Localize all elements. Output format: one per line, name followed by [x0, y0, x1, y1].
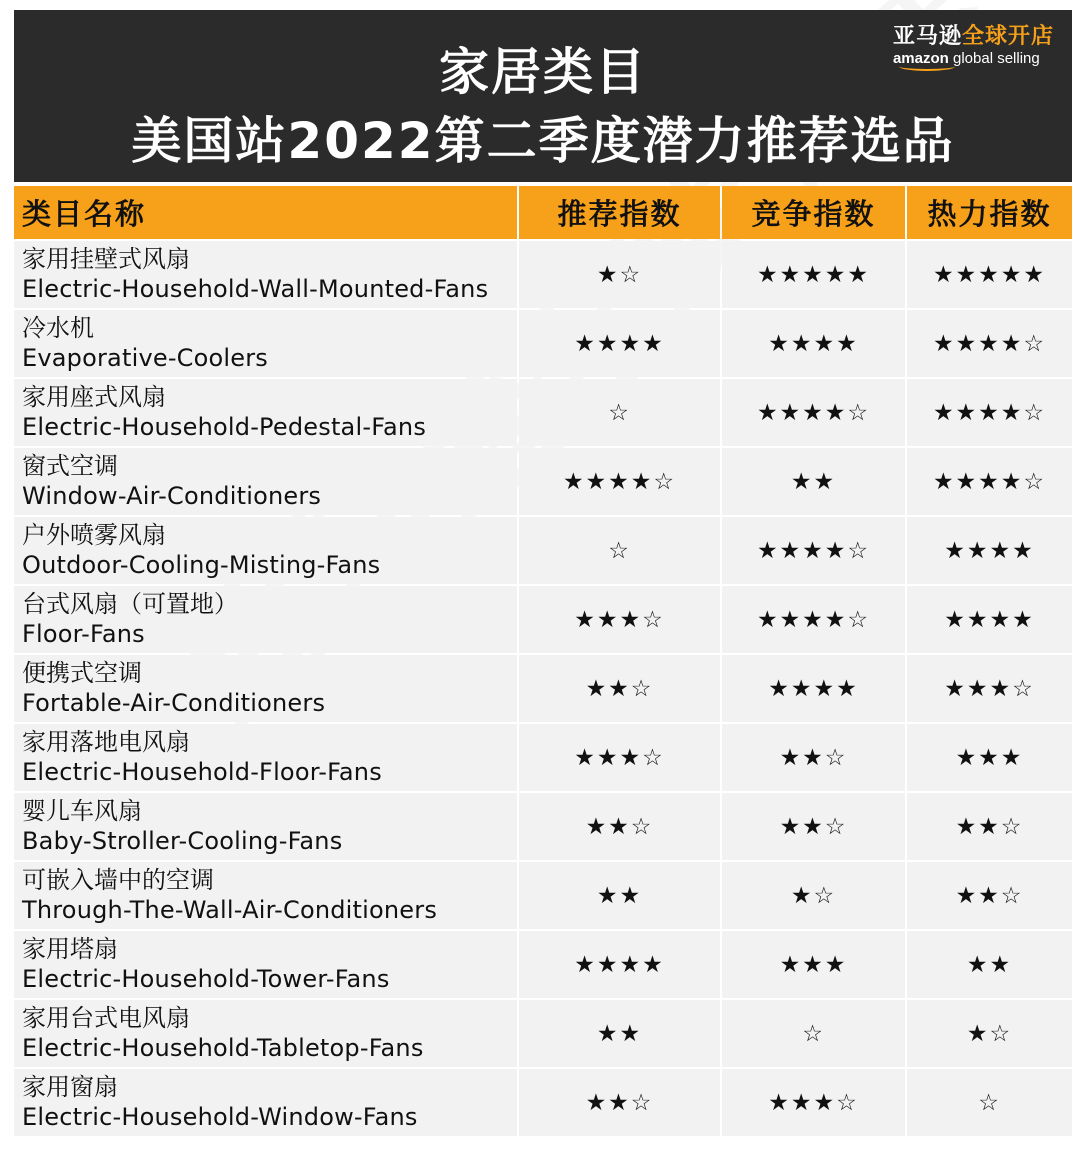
- table-row: [14, 241, 1072, 308]
- table-row: [14, 1000, 1072, 1067]
- category-en-name: Floor-Fans: [22, 620, 145, 648]
- category-cell: [14, 310, 517, 377]
- table-row: [14, 655, 1072, 722]
- table-row: [14, 586, 1072, 653]
- category-cn-name: 便携式空调: [22, 659, 142, 687]
- category-cn-name: 家用台式电风扇: [22, 1004, 190, 1032]
- category-cell: [14, 931, 517, 998]
- table-row: [14, 793, 1072, 860]
- header-recommend-index: 推荐指数: [519, 186, 720, 239]
- recommend-stars: ★★: [519, 1000, 720, 1067]
- category-cell: [14, 724, 517, 791]
- category-cn-name: 家用座式风扇: [22, 383, 166, 411]
- logo-cn-white: 亚马逊: [892, 24, 962, 49]
- category-cell: [14, 793, 517, 860]
- competition-stars: ★★★★☆: [722, 379, 905, 446]
- heat-stars: ★★★☆: [907, 655, 1072, 722]
- category-en-name: Electric-Household-Floor-Fans: [22, 758, 382, 786]
- heat-stars: ★★★★☆: [907, 310, 1072, 377]
- competition-stars: ★★☆: [722, 793, 905, 860]
- table-row: [14, 724, 1072, 791]
- table-row: [14, 862, 1072, 929]
- recommend-stars: ★★: [519, 862, 720, 929]
- recommend-stars: ★★☆: [519, 1069, 720, 1136]
- table-row: [14, 448, 1072, 515]
- competition-stars: ★☆: [722, 862, 905, 929]
- category-cn-name: 家用落地电风扇: [22, 728, 190, 756]
- category-cell: [14, 517, 517, 584]
- competition-stars: ★★★☆: [722, 1069, 905, 1136]
- table-row: [14, 517, 1072, 584]
- category-cn-name: 家用塔扇: [22, 935, 118, 963]
- recommend-stars: ★★★☆: [519, 724, 720, 791]
- recommend-stars: ★★★☆: [519, 586, 720, 653]
- logo-en-rest: global selling: [948, 50, 1040, 67]
- category-cell: [14, 379, 517, 446]
- heat-stars: ★★☆: [907, 793, 1072, 860]
- category-cn-name: 窗式空调: [22, 452, 118, 480]
- recommend-stars: ☆: [519, 379, 720, 446]
- category-en-name: Baby-Stroller-Cooling-Fans: [22, 827, 343, 855]
- category-en-name: Electric-Household-Wall-Mounted-Fans: [22, 275, 489, 303]
- header-heat-index: 热力指数: [907, 186, 1072, 239]
- recommend-stars: ☆: [519, 517, 720, 584]
- category-cn-name: 家用窗扇: [22, 1073, 118, 1101]
- competition-stars: ★★★: [722, 931, 905, 998]
- competition-stars: ★★★★☆: [722, 517, 905, 584]
- category-cn-name: 可嵌入墙中的空调: [22, 866, 214, 894]
- category-cn-name: 家用挂壁式风扇: [22, 245, 190, 273]
- logo-en-text: [893, 50, 1054, 68]
- heat-stars: ★★★★☆: [907, 379, 1072, 446]
- competition-stars: ★★★★: [722, 655, 905, 722]
- category-en-name: Through-The-Wall-Air-Conditioners: [22, 896, 438, 924]
- recommend-stars: ★★★★☆: [519, 448, 720, 515]
- category-en-name: Evaporative-Coolers: [22, 344, 269, 372]
- table-row: [14, 1069, 1072, 1136]
- category-cell: [14, 241, 517, 308]
- category-cn-name: 婴儿车风扇: [22, 797, 142, 825]
- heat-stars: ★★☆: [907, 862, 1072, 929]
- heat-stars: ★★★★★: [907, 241, 1072, 308]
- recommend-stars: ★☆: [519, 241, 720, 308]
- page-subtitle: 美国站2022第二季度潜力推荐选品: [131, 112, 955, 170]
- heat-stars: ★★★★: [907, 517, 1072, 584]
- heat-stars: ★★★: [907, 724, 1072, 791]
- competition-stars: ★★: [722, 448, 905, 515]
- category-cell: [14, 862, 517, 929]
- category-en-name: Electric-Household-Pedestal-Fans: [22, 413, 427, 441]
- category-cell: [14, 655, 517, 722]
- product-table: [12, 184, 1074, 1138]
- recommend-stars: ★★★★: [519, 310, 720, 377]
- category-cell: [14, 1000, 517, 1067]
- category-cell: [14, 586, 517, 653]
- category-cn-name: 台式风扇（可置地）: [22, 590, 238, 618]
- header-competition-index: 竞争指数: [722, 186, 905, 239]
- table-header-row: [14, 186, 1072, 239]
- title-banner: [14, 10, 1072, 182]
- category-cn-name: 户外喷雾风扇: [22, 521, 166, 549]
- page-title: 家居类目: [439, 43, 647, 101]
- heat-stars: ★★: [907, 931, 1072, 998]
- recommend-stars: ★★★★: [519, 931, 720, 998]
- logo-cn-orange: 全球开店: [961, 24, 1054, 49]
- table-row: [14, 931, 1072, 998]
- competition-stars: ☆: [722, 1000, 905, 1067]
- category-cn-name: 冷水机: [22, 314, 94, 342]
- category-en-name: Electric-Household-Tower-Fans: [22, 965, 390, 993]
- heat-stars: ☆: [907, 1069, 1072, 1136]
- competition-stars: ★★★★★: [722, 241, 905, 308]
- category-en-name: Outdoor-Cooling-Misting-Fans: [22, 551, 381, 579]
- category-en-name: Window-Air-Conditioners: [22, 482, 322, 510]
- heat-stars: ★☆: [907, 1000, 1072, 1067]
- table-row: [14, 310, 1072, 377]
- competition-stars: ★★★★: [722, 310, 905, 377]
- heat-stars: ★★★★: [907, 586, 1072, 653]
- category-cell: [14, 1069, 517, 1136]
- recommend-stars: ★★☆: [519, 793, 720, 860]
- competition-stars: ★★☆: [722, 724, 905, 791]
- category-en-name: Fortable-Air-Conditioners: [22, 689, 326, 717]
- logo-cn-text: [893, 24, 1054, 50]
- category-en-name: Electric-Household-Tabletop-Fans: [22, 1034, 424, 1062]
- header-category-name: 类目名称: [14, 186, 517, 239]
- recommend-stars: ★★☆: [519, 655, 720, 722]
- table-row: [14, 379, 1072, 446]
- logo-en-bold: amazon: [892, 50, 949, 67]
- competition-stars: ★★★★☆: [722, 586, 905, 653]
- amazon-global-selling-logo: [893, 24, 1054, 71]
- category-cell: [14, 448, 517, 515]
- heat-stars: ★★★★☆: [907, 448, 1072, 515]
- category-en-name: Electric-Household-Window-Fans: [22, 1103, 418, 1131]
